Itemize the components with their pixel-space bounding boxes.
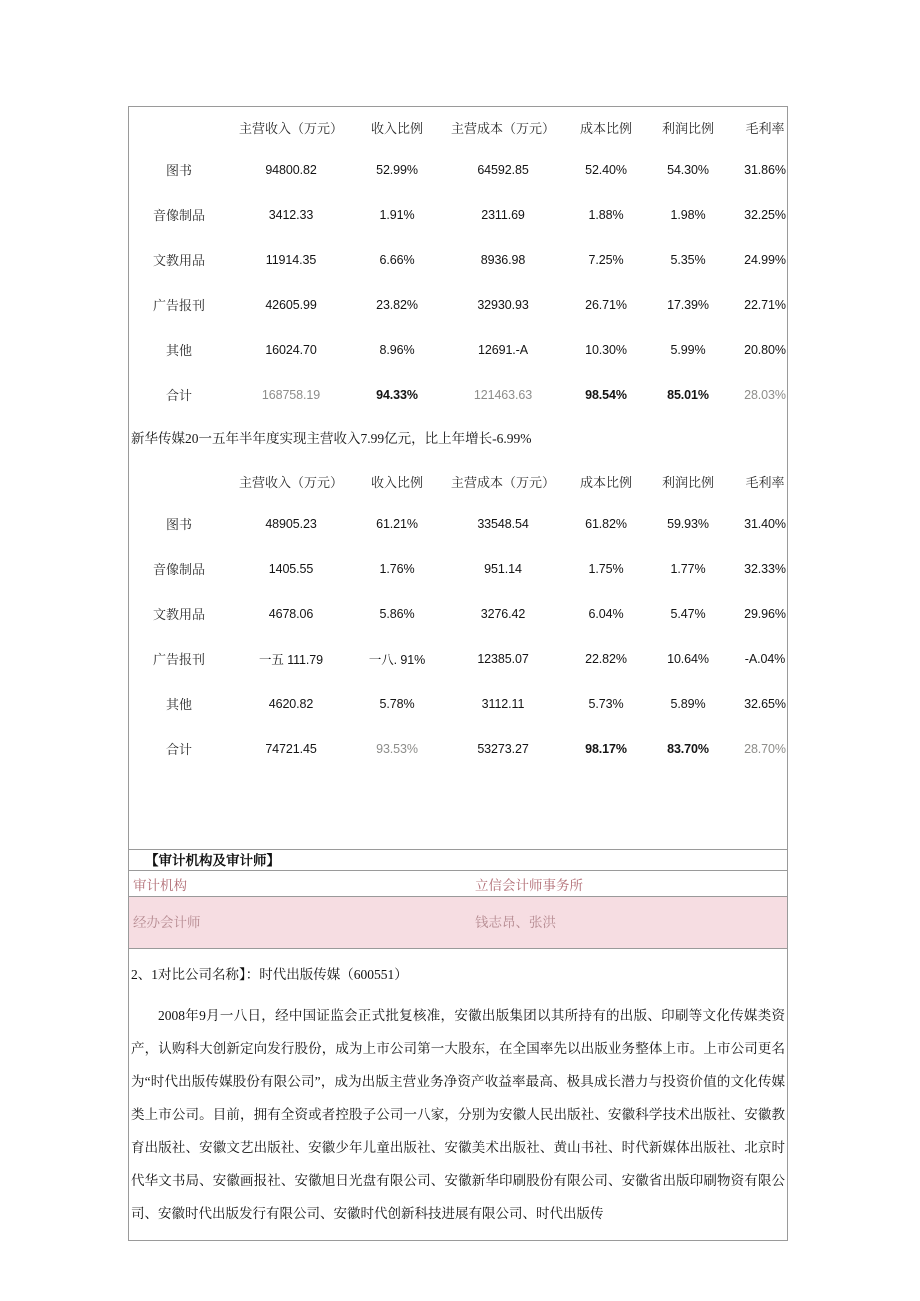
row-label: 合计 — [165, 742, 192, 758]
cell-cost-pct: 10.30% — [585, 342, 627, 357]
table-row — [129, 591, 801, 636]
col-header-revenue-pct: 收入比例 — [370, 474, 423, 490]
cell-revenue: 一五 111.79 — [259, 652, 323, 667]
cell-cost: 64592.85 — [477, 162, 529, 177]
table-row-total — [129, 726, 801, 771]
comparison-company-block — [129, 949, 787, 1240]
cell-cost: 53273.27 — [477, 741, 529, 756]
col-header-revenue: 主营收入（万元） — [238, 474, 343, 490]
summary-note: 新华传媒20一五年半年度实现主营收入7.99亿元，比上年增长-6.99% — [131, 431, 532, 446]
cell-cost-pct: 26.71% — [585, 297, 627, 312]
table-row — [129, 237, 801, 282]
cell-cost: 12385.07 — [477, 651, 529, 666]
cell-revenue: 4620.82 — [268, 696, 314, 711]
cell-cost-pct: 1.75% — [588, 561, 624, 576]
cell-revenue-pct: 8.96% — [379, 342, 415, 357]
cell-cost-pct: 5.73% — [588, 696, 624, 711]
cell-revenue: 48905.23 — [265, 516, 317, 531]
cell-revenue-pct: 52.99% — [376, 162, 418, 177]
cell-gross-margin: 31.40% — [744, 516, 786, 531]
cell-gross-margin: 31.86% — [744, 162, 786, 177]
row-label: 广告报刊 — [152, 652, 205, 668]
cell-revenue: 3412.33 — [268, 207, 314, 222]
cell-revenue: 42605.99 — [265, 297, 317, 312]
revenue-breakdown-table-2015h1 — [129, 461, 801, 771]
cell-revenue: 94800.82 — [265, 162, 317, 177]
comparison-company-heading: 2、1对比公司名称】：时代出版传媒（600551） — [131, 967, 408, 983]
cell-profit-pct: 17.39% — [667, 297, 709, 312]
cell-gross-margin: 32.65% — [744, 696, 786, 711]
cell-gross-margin: 28.70% — [744, 741, 786, 756]
revenue-breakdown-table-2014 — [129, 107, 801, 417]
audit-row-value: 钱志昂、张洪 — [475, 915, 556, 931]
table-row-total — [129, 372, 801, 417]
col-header-gross-margin: 毛利率 — [745, 474, 785, 490]
table-row — [129, 501, 801, 546]
document-frame — [128, 106, 788, 1241]
row-label: 文教用品 — [152, 253, 205, 268]
cell-gross-margin: 22.71% — [744, 297, 786, 312]
cell-cost: 32930.93 — [477, 297, 529, 312]
audit-row-agency — [129, 871, 787, 897]
cell-cost: 12691.-A — [478, 342, 528, 357]
cell-profit-pct: 5.89% — [670, 696, 706, 711]
row-label: 合计 — [165, 388, 192, 403]
cell-cost-pct: 52.40% — [585, 162, 627, 177]
table-row — [129, 546, 801, 591]
cell-cost: 951.14 — [484, 561, 522, 576]
table-row — [129, 681, 801, 726]
cell-profit-pct: 1.98% — [670, 207, 706, 222]
audit-row-key: 经办会计师 — [133, 915, 201, 931]
cell-cost-pct: 6.04% — [588, 606, 624, 621]
row-label: 广告报刊 — [152, 298, 205, 313]
cell-cost: 2311.69 — [481, 207, 525, 222]
table-row — [129, 636, 801, 681]
cell-profit-pct: 5.35% — [670, 252, 706, 267]
row-label: 文教用品 — [152, 607, 205, 623]
cell-profit-pct: 83.70% — [667, 741, 709, 756]
cell-profit-pct: 1.77% — [670, 561, 706, 576]
cell-gross-margin: 24.99% — [744, 252, 786, 267]
cell-revenue-pct: 6.66% — [379, 252, 415, 267]
cell-revenue-pct: 61.21% — [376, 516, 418, 531]
cell-gross-margin: 28.03% — [744, 387, 786, 402]
col-header-gross-margin: 毛利率 — [745, 120, 785, 136]
cell-profit-pct: 5.99% — [670, 342, 706, 357]
cell-profit-pct: 85.01% — [667, 387, 709, 402]
cell-revenue: 168758.19 — [261, 387, 321, 402]
col-header-profit-pct: 利润比例 — [661, 474, 714, 490]
audit-row-accountants — [129, 897, 787, 949]
col-header-cost-pct: 成本比例 — [579, 474, 632, 490]
audit-row-key: 审计机构 — [133, 878, 187, 894]
col-header-cost: 主营成本（万元） — [450, 474, 555, 490]
row-label: 音像制品 — [152, 562, 205, 578]
cell-cost: 3112.11 — [481, 696, 525, 711]
col-header-profit-pct: 利润比例 — [661, 120, 714, 136]
col-header-revenue: 主营收入（万元） — [238, 120, 343, 136]
table-row — [129, 147, 801, 192]
audit-section-title: 【审计机构及审计师】 — [129, 849, 787, 871]
col-header-cost: 主营成本（万元） — [450, 120, 555, 136]
cell-cost-pct: 7.25% — [588, 252, 624, 267]
cell-revenue: 11914.35 — [265, 252, 317, 267]
cell-cost-pct: 1.88% — [588, 207, 624, 222]
col-header-revenue-pct: 收入比例 — [370, 120, 423, 136]
cell-cost: 3276.42 — [480, 606, 526, 621]
cell-gross-margin: 32.33% — [744, 561, 786, 576]
table-row — [129, 192, 801, 237]
cell-revenue-pct: 一八. 91% — [368, 652, 426, 667]
cell-revenue: 1405.55 — [268, 561, 314, 576]
cell-revenue-pct: 5.86% — [379, 606, 415, 621]
blank-spacer — [129, 771, 787, 849]
cell-gross-margin: 32.25% — [744, 207, 786, 222]
cell-profit-pct: 54.30% — [667, 162, 709, 177]
row-label: 音像制品 — [152, 208, 205, 223]
cell-revenue-pct: 23.82% — [376, 297, 418, 312]
table-header-row — [129, 107, 801, 147]
cell-gross-margin: -A.04% — [744, 651, 786, 666]
cell-revenue: 4678.06 — [268, 606, 314, 621]
cell-revenue: 74721.45 — [265, 741, 317, 756]
cell-revenue-pct: 1.76% — [379, 561, 415, 576]
table-row — [129, 327, 801, 372]
cell-cost-pct: 22.82% — [585, 651, 627, 666]
table-header-row — [129, 461, 801, 501]
col-header-cost-pct: 成本比例 — [579, 120, 632, 136]
cell-cost: 8936.98 — [480, 252, 526, 267]
cell-revenue-pct: 5.78% — [379, 696, 415, 711]
row-label: 图书 — [165, 517, 192, 533]
cell-profit-pct: 59.93% — [667, 516, 709, 531]
cell-revenue-pct: 94.33% — [376, 387, 418, 402]
cell-revenue-pct: 1.91% — [379, 207, 415, 222]
table-row — [129, 282, 801, 327]
cell-gross-margin: 20.80% — [744, 342, 786, 357]
comparison-company-paragraph: 2008年9月一八日，经中国证监会正式批复核准，安徽出版集团以其所持有的出版、印刷等文化传媒类资产，认购科大创新定向发行股份，成为上市公司第一大股东，在全国率先以出版业务整体上市。上市公司更名为“时代出版传媒股份有限公司”，成为出版主营业务净资产收益率最高、极具成长潜力与投资价值的文化传媒类上市公司。目前，拥有全资或者控股子公司一八家，分别为安徽人民出版社、安徽科学技术出版社、安徽教育出版社、安徽文艺出版社、安徽少年儿童出版社、安徽美术出版社、黄山书社、时代新媒体出版社、北京时代华文书局、安徽画报社、安徽旭日光盘有限公司、安徽新华印刷股份有限公司、安徽省出版印刷物资有限公司、安徽时代出版发行有限公司、安徽时代创新科技进展有限公司、时代出版传 — [131, 1008, 785, 1222]
row-label: 其他 — [165, 697, 192, 713]
cell-cost: 121463.63 — [473, 387, 533, 402]
cell-revenue: 16024.70 — [265, 342, 317, 357]
audit-row-value: 立信会计师事务所 — [475, 878, 583, 894]
cell-profit-pct: 10.64% — [667, 651, 709, 666]
col-header-category — [129, 107, 229, 147]
cell-cost-pct: 98.54% — [585, 387, 627, 402]
cell-profit-pct: 5.47% — [670, 606, 706, 621]
cell-gross-margin: 29.96% — [744, 606, 786, 621]
cell-cost-pct: 61.82% — [585, 516, 627, 531]
cell-cost-pct: 98.17% — [585, 741, 627, 756]
cell-revenue-pct: 93.53% — [376, 741, 418, 756]
row-label: 其他 — [165, 343, 192, 358]
cell-cost: 33548.54 — [477, 516, 529, 531]
row-label: 图书 — [165, 163, 192, 178]
col-header-category — [129, 461, 229, 501]
